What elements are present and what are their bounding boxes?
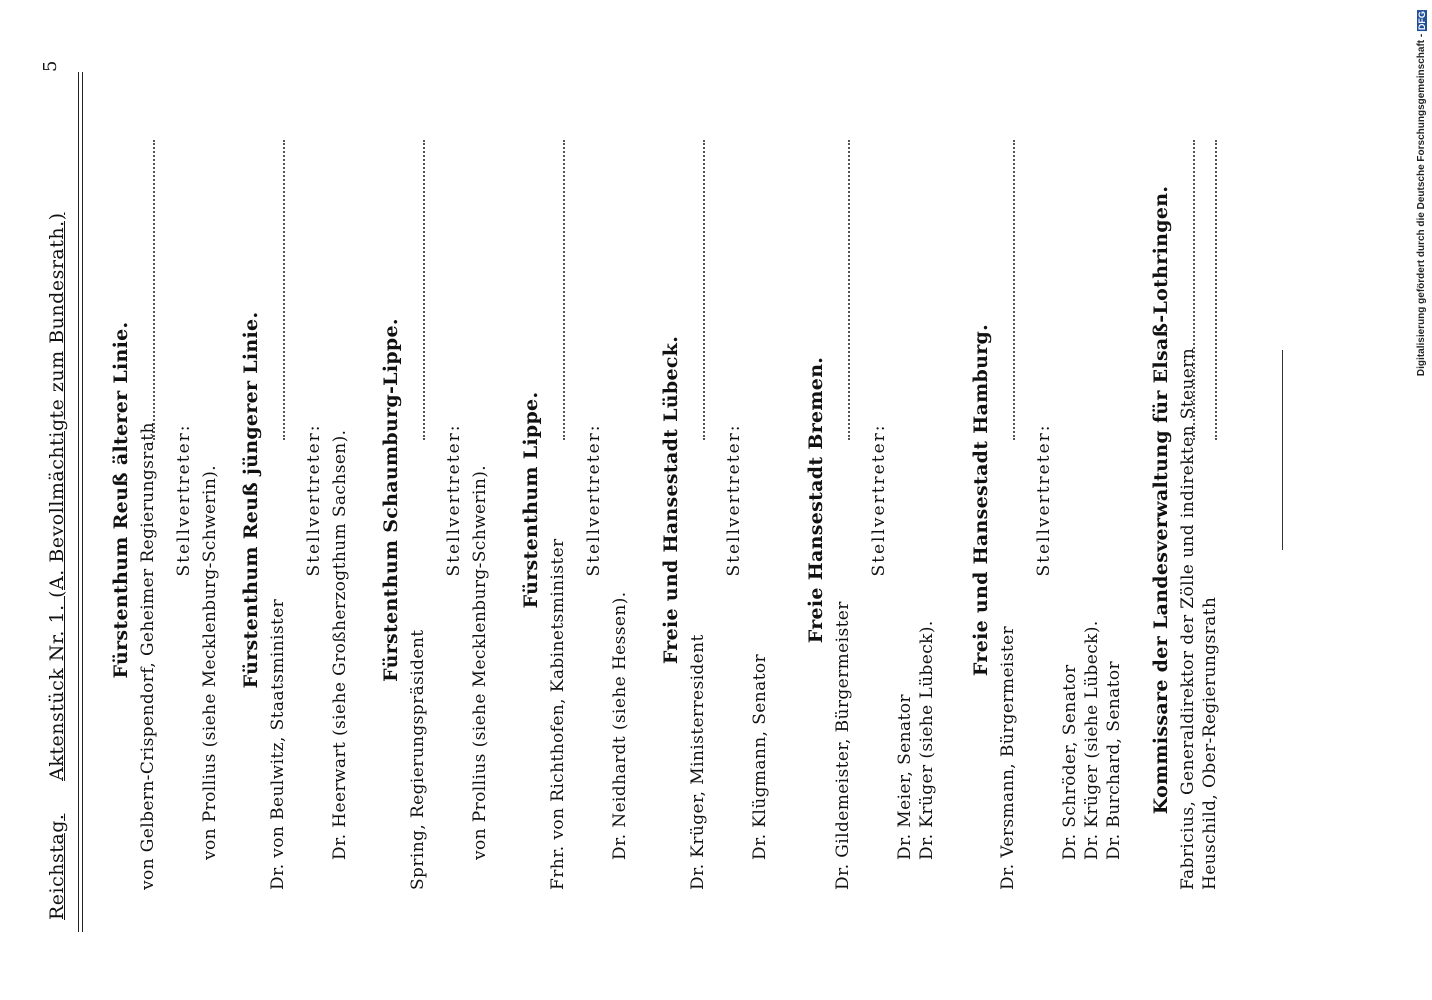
leader-dots (422, 140, 425, 440)
header-middle: Aktenstück Nr. 1. (A. Bevollmächtigte zum Bundesrath.) (46, 212, 68, 781)
leader-dots (282, 140, 285, 440)
header-left: Reichstag. (46, 813, 68, 920)
digitization-credit (1414, 10, 1428, 390)
substitute-label: Stellvertreter: (1034, 423, 1054, 577)
substitute-label: Stellvertreter: (584, 423, 604, 577)
member-entry: Dr. Versmann, Bürgermeister (998, 625, 1018, 890)
substitute-label: Stellvertreter: (869, 423, 889, 577)
leader-dots (702, 140, 705, 440)
substitute-entry: Dr. Schröder, Senator (1060, 664, 1080, 860)
leader-dots (1192, 140, 1195, 440)
substitute-label: Stellvertreter: (444, 423, 464, 577)
substitute-entry: von Prollius (siehe Mecklenburg-Schwerin). (470, 464, 490, 860)
substitute-entry: Dr. Krüger (siehe Lübeck). (917, 620, 937, 860)
header-rule (78, 72, 79, 932)
section-title: Freie und Hansestadt Hamburg. (970, 323, 992, 677)
member-entry: Fabricius, Generaldirektor der Zölle und indirekten Steuern (1178, 347, 1198, 890)
section-title: Fürstenthum Reuß älterer Linie. (110, 321, 132, 679)
section-title: Fürstenthum Reuß jüngerer Linie. (240, 311, 262, 689)
substitute-label: Stellvertreter: (304, 423, 324, 577)
section-title: Freie Hansestadt Bremen. (805, 356, 827, 644)
credit-text: Digitalisierung gefördert durch die Deutsche Forschungsgemeinschaft - (1415, 33, 1427, 377)
member-entry: von Gelbern-Crispendorf, Geheimer Regierungsrath (138, 422, 158, 890)
substitute-entry: von Prollius (siehe Mecklenburg-Schwerin). (200, 464, 220, 860)
substitute-entry: Dr. Burchard, Senator (1104, 660, 1124, 860)
member-entry: Dr. von Beulwitz, Staatsminister (268, 598, 288, 890)
leader-dots (1012, 140, 1015, 440)
member-entry: Heuschild, Ober-Regierungsrath (1200, 596, 1220, 890)
header-rule-double (82, 72, 83, 932)
section-title: Fürstenthum Lippe. (520, 391, 542, 609)
leader-dots (152, 140, 155, 440)
section-title: Fürstenthum Schaumburg-Lippe. (380, 318, 402, 682)
leader-dots (847, 140, 850, 440)
member-entry: Frhr. von Richthofen, Kabinetsminister (548, 538, 568, 890)
dfg-badge: DFG (1416, 11, 1427, 30)
page-header (40, 60, 70, 940)
running-head (46, 212, 68, 920)
substitute-entry: Dr. Krüger (siehe Lübeck). (1082, 620, 1102, 860)
member-entry: Dr. Krüger, Ministerresident (688, 634, 708, 890)
section-title: Kommissare der Landesverwaltung für Elsaß-Lothringen. (1150, 185, 1172, 815)
member-entry: Dr. Gildemeister, Bürgermeister (833, 601, 853, 890)
substitute-entry: Dr. Klügmann, Senator (750, 653, 770, 860)
substitute-label: Stellvertreter: (174, 423, 194, 577)
substitute-label: Stellvertreter: (724, 423, 744, 577)
substitute-entry: Dr. Neidhardt (siehe Hessen). (610, 591, 630, 860)
section-title: Freie und Hansestadt Lübeck. (660, 335, 682, 665)
page-number: 5 (40, 60, 61, 72)
leader-dots (562, 140, 565, 440)
substitute-entry: Dr. Heerwart (siehe Großherzogthum Sachsen). (330, 429, 350, 860)
closing-rule (1282, 350, 1283, 550)
leader-dots (1214, 140, 1217, 440)
member-entry: Spring, Regierungspräsident (408, 629, 428, 890)
substitute-entry: Dr. Meier, Senator (895, 694, 915, 860)
